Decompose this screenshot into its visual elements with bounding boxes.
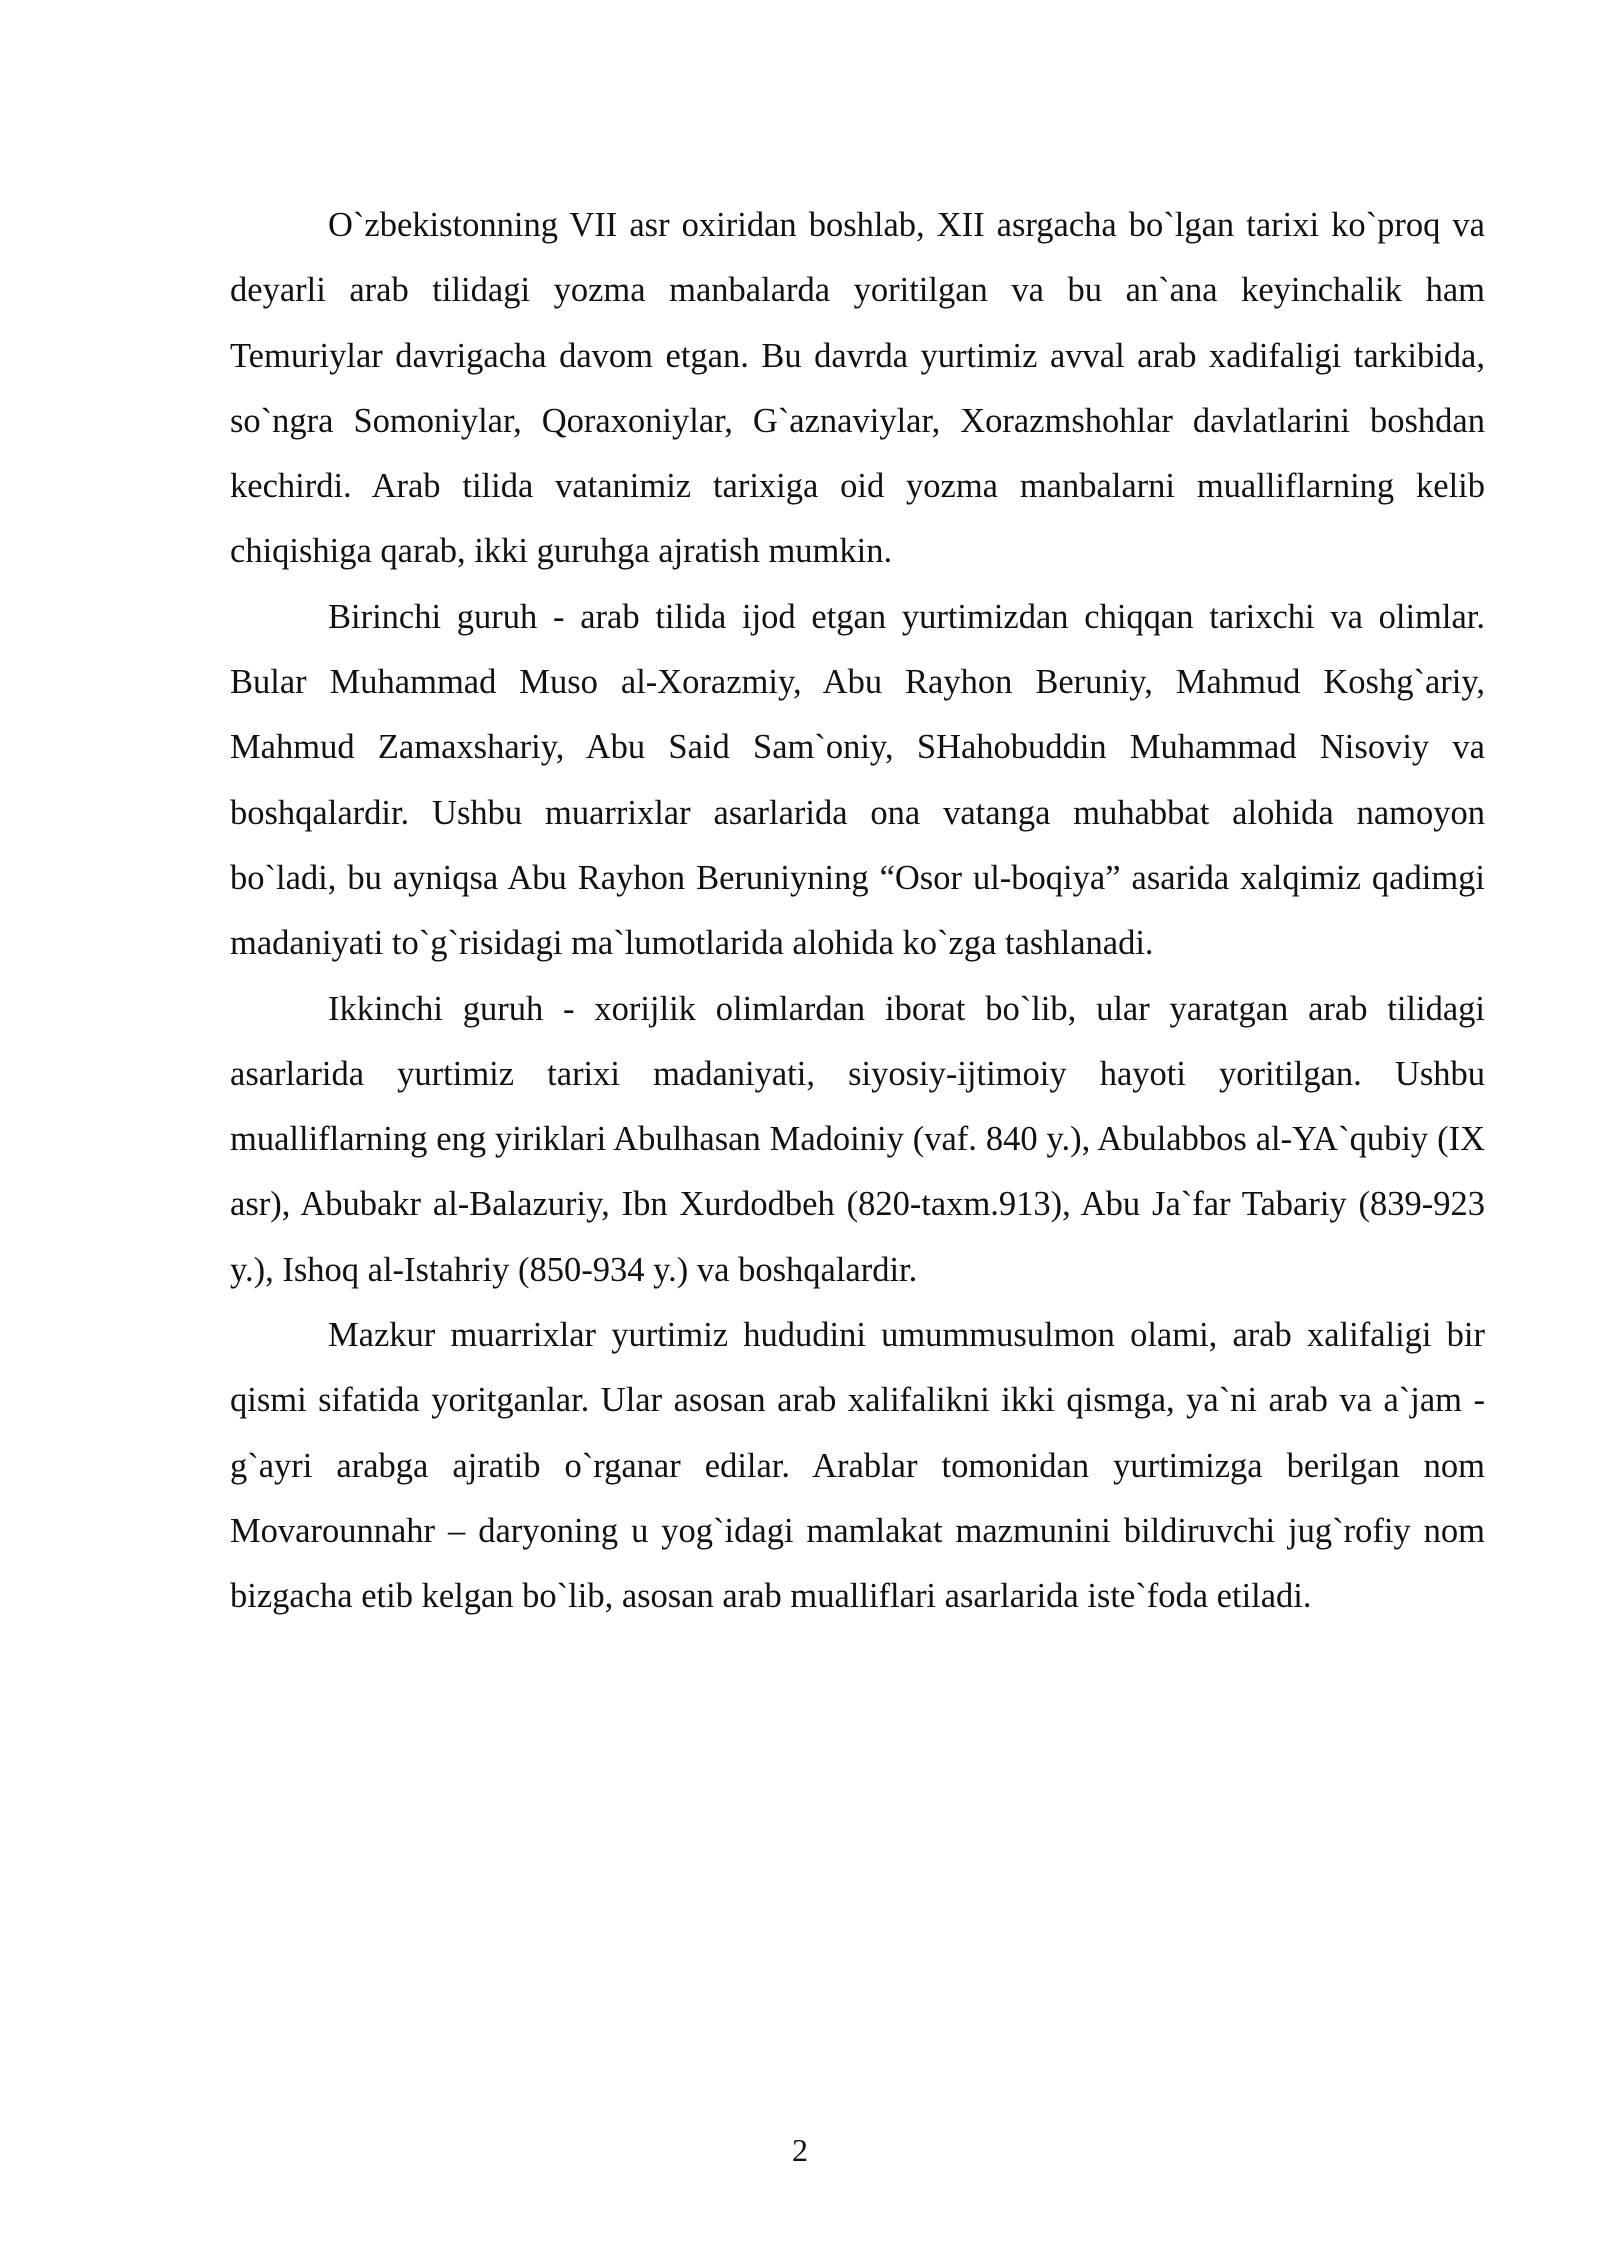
paragraph-1: O`zbekistonning VII asr oxiridan boshlab, XII asrgacha bo`lgan tarixi ko`proq va deyarli arab tilidagi yozma manbalarda yoritilgan va bu an`ana keyinchalik ham Temuriylar davrigacha davom etgan. Bu davrda yurtimiz avval arab xadifaligi tarkibida, so`ngra Somoniylar, Qoraxoniylar, G`aznaviylar, Xorazmshohlar davlatlarini boshdan kechirdi. Arab tilida vatanimiz tarixiga oid yozma manbalarni mualliflarning kelib chiqishiga qarab, ikki guruhga ajratish mumkin. — [230, 206, 1485, 571]
paragraph-2: Birinchi guruh - arab tilida ijod etgan yurtimizdan chiqqan tarixchi va olimlar. Bular Muhammad Muso al-Xorazmiy, Abu Rayhon Beruniy, Mahmud Koshg`ariy, Mahmud Zamaxshariy, Abu Said Sam`oniy, SHahobuddin Muhammad Nisoviy va boshqalardir. Ushbu muarrixlar asarlarida ona vatanga muhabbat alohida namoyon bo`ladi, bu ayniqsa Abu Rayhon Beruniyning “Osor ul-boqiya” asarida xalqimiz qadimgi madaniyati to`g`risidagi ma`lumotlarida alohida ko`zga tashlanadi. — [230, 597, 1485, 963]
page-number: 2 — [792, 2132, 808, 2168]
body-text — [230, 193, 1485, 1630]
paragraph-3: Ikkinchi guruh - xorijlik olimlardan iborat bo`lib, ular yaratgan arab tilidagi asarlarida yurtimiz tarixi madaniyati, siyosiy-ijtimoiy hayoti yoritilgan. Ushbu mualliflarning eng yiriklari Abulhasan Madoiniy (vaf. 840 y.), Abulabbos al-YA`qubiy (IX asr), Abubakr al-Balazuriy, Ibn Xurdodbeh (820-taxm.913), Abu Ja`far Tabariy (839-923 y.), Ishoq al-Istahriy (850-934 y.) va boshqalardir. — [230, 989, 1485, 1289]
paragraph-4: Mazkur muarrixlar yurtimiz hududini umummusulmon olami, arab xalifaligi bir qismi sifatida yoritganlar. Ular asosan arab xalifalikni ikki qismga, ya`ni arab va a`jam - g`ayri arabga ajratib o`rganar edilar. Arablar tomonidan yurtimizga berilgan nom Movarounnahr – daryoning u yog`idagi mamlakat mazmunini bildiruvchi jug`rofiy nom bizgacha etib kelgan bo`lib, asosan arab mualliflari asarlarida iste`foda etiladi. — [230, 1316, 1485, 1616]
